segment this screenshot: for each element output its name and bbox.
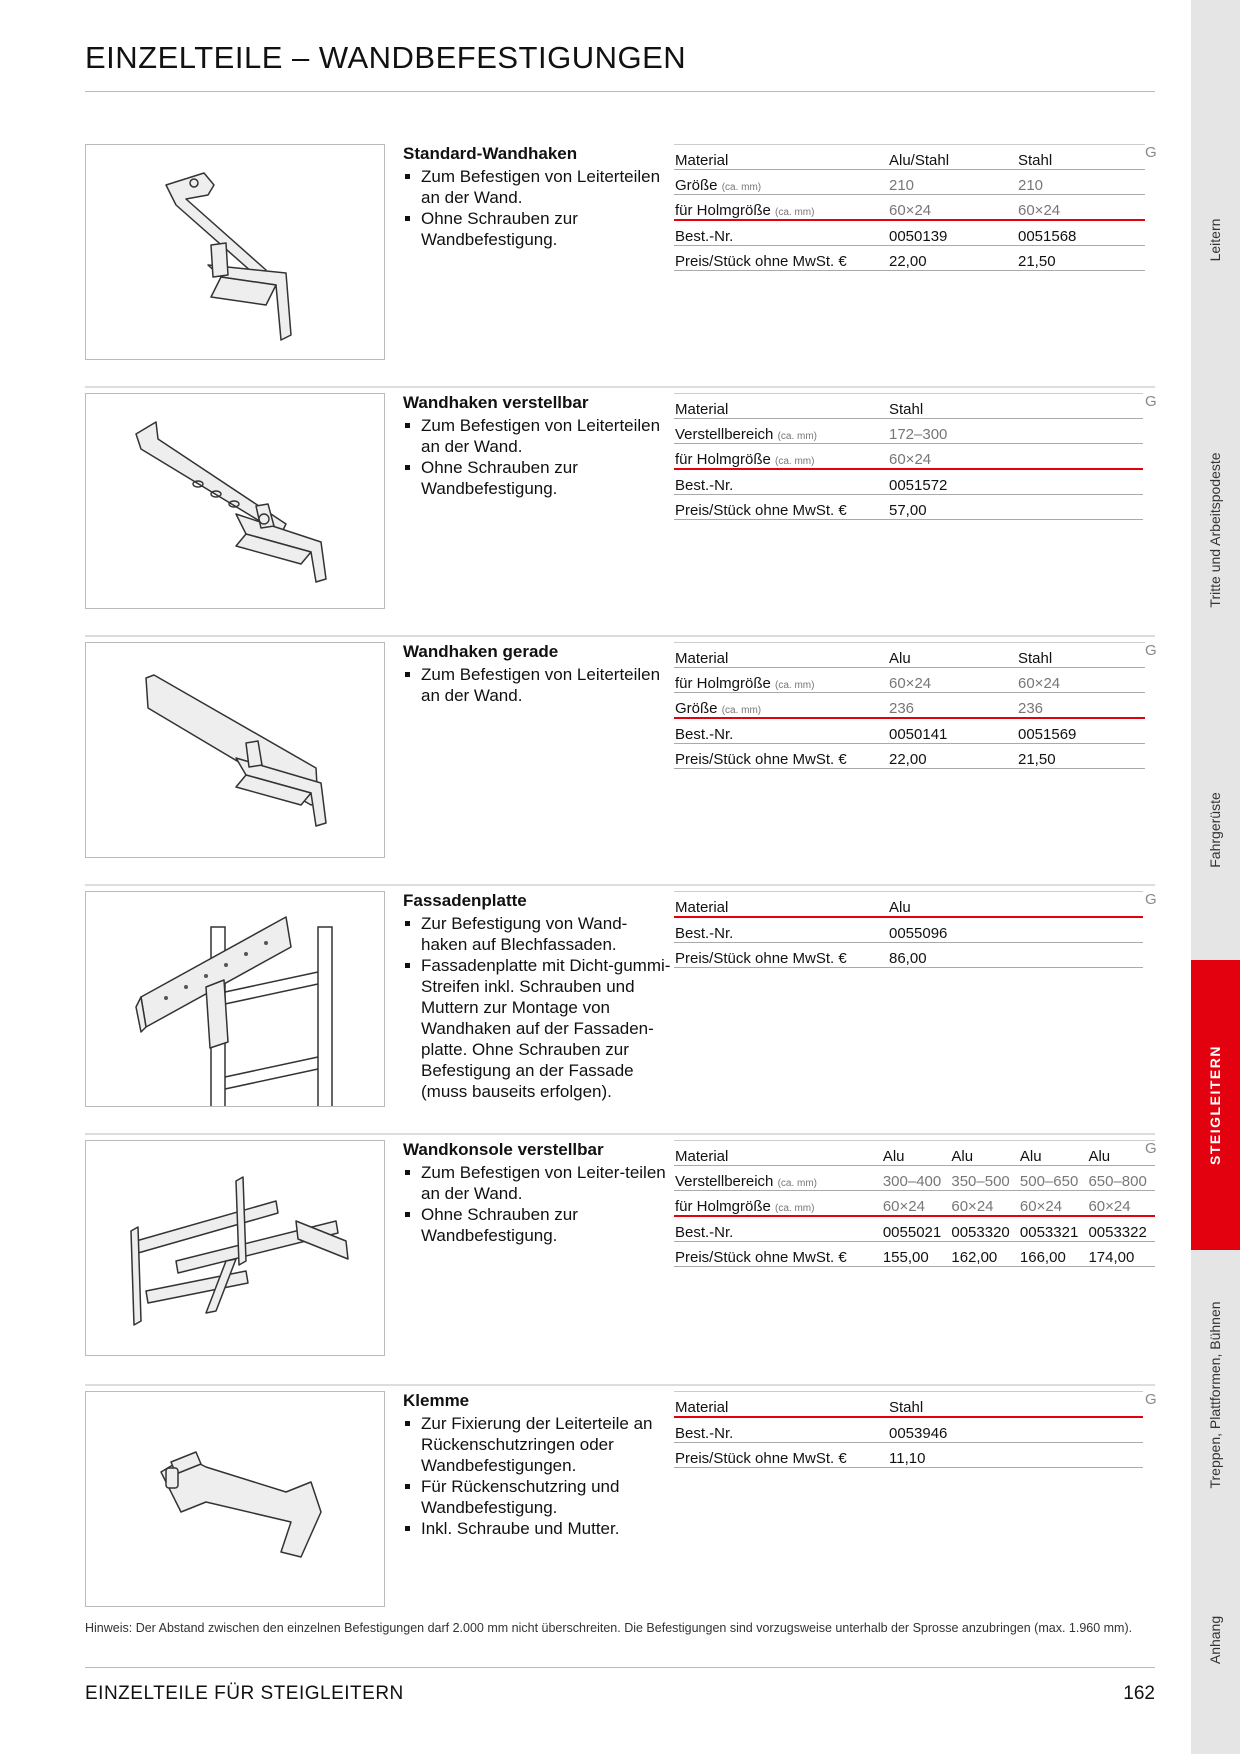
page-title: EINZELTEILE – WANDBEFESTIGUNGEN [85, 40, 687, 75]
spec-value: 60×24 [887, 668, 1016, 693]
product-image [85, 1140, 385, 1356]
spec-label-cell [674, 1166, 881, 1191]
product-wandhaken-gerade [85, 642, 1155, 892]
price: 162,00 [949, 1242, 1018, 1267]
clamp-illustration [86, 1392, 384, 1606]
chapter-tab-label: Leitern [1207, 218, 1223, 262]
order-number: 0053321 [1018, 1216, 1087, 1242]
chapter-tab-treppen[interactable] [1191, 1260, 1240, 1530]
spec-label-cell [674, 1191, 881, 1217]
section-divider [85, 884, 1155, 886]
feature-item: Fassadenplatte mit Dicht-gummi-Streifen inkl. Schrauben und Muttern zur Montage von Wandhaken auf der Fassaden-platte. Ohne Schrauben zur Befestigung an der Fassade (muss bauseits erfolgen). [403, 955, 673, 1102]
adjustable-wall-hook-illustration [86, 394, 384, 608]
spec-label: Größe [675, 700, 718, 717]
spec-label: Material [674, 1392, 887, 1418]
category-marker: G [1145, 144, 1157, 161]
spec-unit: (ca. mm) [721, 705, 762, 716]
feature-item: Zum Befestigen von Leiterteilen an der Wand. [403, 166, 673, 208]
spec-table [674, 1140, 1155, 1267]
feature-item: Zur Fixierung der Leiterteile an Rückenschutzringen oder Wandbefestigungen. [403, 1413, 673, 1476]
spec-value: Alu [887, 892, 1143, 918]
spec-value: Alu [1018, 1141, 1087, 1166]
spec-label-cell [674, 419, 887, 444]
order-number: 0051572 [887, 469, 1143, 495]
footer-divider [85, 1667, 1155, 1668]
spec-label: Preis/Stück ohne MwSt. € [674, 943, 887, 968]
spec-table [674, 144, 1145, 271]
product-image [85, 393, 385, 609]
straight-wall-hook-illustration [86, 643, 384, 857]
product-standard-wandhaken [85, 144, 1155, 394]
title-divider [85, 91, 1155, 92]
spec-label-cell [674, 195, 887, 221]
spec-value: 60×24 [887, 195, 1016, 221]
spec-value: Stahl [1016, 145, 1145, 170]
feature-list [403, 166, 673, 250]
spec-value: 60×24 [1086, 1191, 1155, 1217]
order-number: 0055021 [881, 1216, 950, 1242]
spec-label: Größe [675, 177, 718, 194]
wall-bracket-illustration [86, 1141, 384, 1355]
spec-value: Alu [881, 1141, 950, 1166]
feature-item: Zum Befestigen von Leiter-teilen an der Wand. [403, 1162, 673, 1204]
feature-item: Zum Befestigen von Leiterteilen an der Wand. [403, 415, 673, 457]
spec-unit: (ca. mm) [777, 431, 818, 442]
price: 11,10 [887, 1443, 1143, 1468]
feature-item: Für Rückenschutzring und Wandbefestigung. [403, 1476, 673, 1518]
order-number: 0053320 [949, 1216, 1018, 1242]
page-number: 162 [1123, 1683, 1155, 1704]
price: 21,50 [1016, 246, 1145, 271]
order-number: 0053322 [1086, 1216, 1155, 1242]
spec-table [674, 393, 1143, 520]
spec-label: Material [674, 643, 887, 668]
spec-unit: (ca. mm) [775, 207, 815, 218]
spec-label: Preis/Stück ohne MwSt. € [674, 246, 887, 271]
spec-value: 60×24 [1016, 195, 1145, 221]
price: 86,00 [887, 943, 1143, 968]
facade-plate-illustration [86, 892, 384, 1106]
feature-list [403, 913, 673, 1102]
spec-value: 60×24 [949, 1191, 1018, 1217]
spec-label: für Holmgröße [675, 451, 771, 468]
spec-label-cell [674, 668, 887, 693]
product-name: Standard-Wandhaken [403, 144, 578, 163]
product-name: Wandhaken gerade [403, 642, 559, 661]
price: 21,50 [1016, 744, 1145, 769]
product-image [85, 1391, 385, 1607]
price: 174,00 [1086, 1242, 1155, 1267]
feature-list [403, 415, 673, 499]
order-number: 0050139 [887, 220, 1016, 246]
section-divider [85, 386, 1155, 388]
spec-label: für Holmgröße [675, 202, 771, 219]
spec-value: 210 [1016, 170, 1145, 195]
spec-label: für Holmgröße [675, 1198, 771, 1215]
spec-table [674, 642, 1145, 769]
spec-label: Best.-Nr. [674, 469, 887, 495]
price: 166,00 [1018, 1242, 1087, 1267]
spec-label: Material [674, 145, 887, 170]
feature-item: Ohne Schrauben zur Wandbefestigung. [403, 208, 673, 250]
spec-table [674, 891, 1143, 968]
feature-list [403, 664, 673, 706]
footnote: Hinweis: Der Abstand zwischen den einzelnen Befestigungen darf 2.000 mm nicht überschreiten. Die Befestigungen sind vorzugsweise unterhalb der Sprosse anzubringen (max. 1.960 mm). [85, 1621, 1133, 1635]
chapter-tab-label: Fahrgerüste [1207, 792, 1223, 868]
spec-unit: (ca. mm) [775, 456, 815, 467]
spec-unit: (ca. mm) [775, 1203, 815, 1214]
spec-label: Verstellbereich [675, 1173, 774, 1190]
spec-value: 500–650 [1018, 1166, 1087, 1191]
chapter-tab-anhang[interactable] [1191, 1540, 1240, 1740]
spec-value: Alu [949, 1141, 1018, 1166]
category-marker: G [1145, 891, 1157, 908]
spec-value: Alu/Stahl [887, 145, 1016, 170]
order-number: 0051568 [1016, 220, 1145, 246]
chapter-tab-steigleitern[interactable] [1191, 960, 1240, 1250]
product-image [85, 891, 385, 1107]
spec-value: 60×24 [887, 444, 1143, 470]
spec-label: Material [674, 892, 887, 918]
feature-item: Ohne Schrauben zur Wandbefestigung. [403, 1204, 673, 1246]
spec-label-cell [674, 170, 887, 195]
order-number: 0053946 [887, 1417, 1143, 1443]
spec-value: 210 [887, 170, 1016, 195]
product-klemme [85, 1391, 1155, 1641]
product-name: Fassadenplatte [403, 891, 527, 910]
spec-unit: (ca. mm) [721, 182, 762, 193]
chapter-tab-tritte[interactable] [1191, 400, 1240, 660]
product-name: Wandhaken verstellbar [403, 393, 589, 412]
price: 22,00 [887, 246, 1016, 271]
spec-label: Preis/Stück ohne MwSt. € [674, 1242, 881, 1267]
category-marker: G [1145, 642, 1157, 659]
feature-item: Inkl. Schraube und Mutter. [403, 1518, 673, 1539]
spec-value: Stahl [1016, 643, 1145, 668]
spec-label: Preis/Stück ohne MwSt. € [674, 744, 887, 769]
feature-list [403, 1162, 673, 1246]
chapter-tabs [1191, 0, 1240, 1754]
spec-value: Alu [1086, 1141, 1155, 1166]
spec-value: 236 [887, 693, 1016, 719]
spec-value: 300–400 [881, 1166, 950, 1191]
price: 22,00 [887, 744, 1016, 769]
wall-hook-illustration [86, 145, 384, 359]
spec-label: Verstellbereich [675, 426, 774, 443]
spec-label: Best.-Nr. [674, 718, 887, 744]
price: 57,00 [887, 495, 1143, 520]
spec-label: Best.-Nr. [674, 1417, 887, 1443]
chapter-tab-fahrgerueste[interactable] [1191, 740, 1240, 920]
chapter-tab-label: Anhang [1207, 1615, 1223, 1665]
spec-label: Best.-Nr. [674, 917, 887, 943]
category-marker: G [1145, 1140, 1157, 1157]
spec-value: 60×24 [1016, 668, 1145, 693]
spec-label-cell [674, 444, 887, 470]
section-divider [85, 1133, 1155, 1135]
category-marker: G [1145, 1391, 1157, 1408]
footer-title: EINZELTEILE FÜR STEIGLEITERN [85, 1683, 404, 1704]
feature-item: Zum Befestigen von Leiterteilen an der Wand. [403, 664, 673, 706]
order-number: 0055096 [887, 917, 1143, 943]
section-divider [85, 635, 1155, 637]
spec-value: 60×24 [881, 1191, 950, 1217]
spec-label: Material [674, 394, 887, 419]
product-name: Klemme [403, 1391, 470, 1410]
spec-value: 60×24 [1018, 1191, 1087, 1217]
spec-value: Alu [887, 643, 1016, 668]
spec-label: Best.-Nr. [674, 220, 887, 246]
section-divider [85, 1384, 1155, 1386]
spec-label: Material [674, 1141, 881, 1166]
spec-unit: (ca. mm) [775, 680, 815, 691]
spec-label-cell [674, 693, 887, 719]
spec-label: Preis/Stück ohne MwSt. € [674, 1443, 887, 1468]
chapter-tab-leitern[interactable] [1191, 150, 1240, 330]
order-number: 0051569 [1016, 718, 1145, 744]
feature-list [403, 1413, 673, 1539]
chapter-tab-label: Tritte und Arbeitspodeste [1207, 452, 1223, 608]
spec-label: Best.-Nr. [674, 1216, 881, 1242]
price: 155,00 [881, 1242, 950, 1267]
product-image [85, 144, 385, 360]
chapter-tab-label: STEIGLEITERN [1207, 1045, 1223, 1165]
spec-value: Stahl [887, 394, 1143, 419]
category-marker: G [1145, 393, 1157, 410]
spec-value: 172–300 [887, 419, 1143, 444]
spec-label: Preis/Stück ohne MwSt. € [674, 495, 887, 520]
spec-value: 650–800 [1086, 1166, 1155, 1191]
feature-item: Ohne Schrauben zur Wandbefestigung. [403, 457, 673, 499]
spec-value: 350–500 [949, 1166, 1018, 1191]
spec-value: 236 [1016, 693, 1145, 719]
product-wandkonsole-verstellbar [85, 1140, 1155, 1390]
order-number: 0050141 [887, 718, 1016, 744]
spec-table [674, 1391, 1143, 1468]
product-fassadenplatte [85, 891, 1155, 1141]
chapter-tab-label: Treppen, Plattformen, Bühnen [1207, 1301, 1223, 1489]
feature-item: Zur Befestigung von Wand-haken auf Blechfassaden. [403, 913, 673, 955]
product-wandhaken-verstellbar [85, 393, 1155, 643]
product-image [85, 642, 385, 858]
product-name: Wandkonsole verstellbar [403, 1140, 604, 1159]
spec-unit: (ca. mm) [777, 1178, 818, 1189]
spec-value: Stahl [887, 1392, 1143, 1418]
spec-label: für Holmgröße [675, 675, 771, 692]
